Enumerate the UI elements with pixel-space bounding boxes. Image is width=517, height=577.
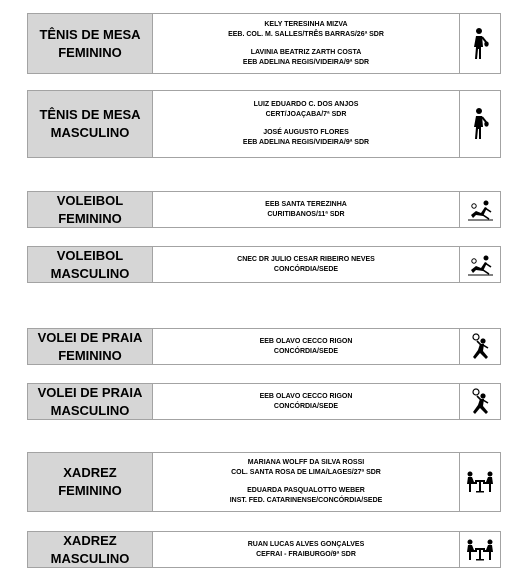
winner-name: EEB SANTA TEREZINHA (265, 200, 347, 208)
gender-label: FEMININO (58, 44, 122, 60)
winners-cell (153, 453, 460, 511)
sport-name: VOLEI DE PRAIA (37, 384, 143, 400)
winner-entry (243, 128, 369, 148)
result-row (27, 13, 501, 74)
winner-name: LUIZ EDUARDO C. DOS ANJOS (253, 101, 359, 108)
winners-cell (153, 192, 460, 227)
gender-label: MASCULINO (50, 402, 130, 418)
result-row (27, 191, 501, 228)
category-cell (28, 384, 153, 419)
winner-entry (228, 20, 384, 40)
gender-label: FEMININO (58, 483, 122, 498)
category-cell (28, 91, 153, 157)
sport-name: XADREZ (63, 532, 117, 548)
winner-detail: EEB ADELINA REGIS/VIDEIRA/9ª SDR (242, 139, 370, 146)
winner-name: EEB OLAVO CECCO RIGON (259, 392, 353, 400)
winners-cell (153, 532, 460, 567)
result-row (27, 246, 501, 283)
winner-detail: EEB. COL. M. SALLES/TRÊS BARRAS/26ª SDR (228, 30, 384, 38)
winner-detail: CONCÓRDIA/SEDE (273, 265, 339, 273)
winner-entry (260, 392, 353, 412)
category-cell (28, 453, 153, 511)
winner-entry (254, 100, 359, 120)
winner-detail: COL. SANTA ROSA DE LIMA/LAGES/27ª SDR (231, 469, 381, 476)
sport-name: VOLEIBOL (56, 192, 124, 208)
volleyball-icon (460, 247, 500, 282)
winner-entry (260, 337, 353, 357)
category-cell (28, 532, 153, 567)
winner-name: MARIANA WOLFF DA SILVA ROSSI (247, 459, 365, 466)
winner-name: LAVINIA BEATRIZ ZARTH COSTA (250, 48, 362, 56)
table-tennis-icon (460, 14, 500, 73)
beach-volleyball-icon (460, 384, 500, 419)
chess-players-icon (460, 532, 500, 567)
category-cell (28, 14, 153, 73)
winner-entry (237, 255, 375, 275)
sport-name: VOLEIBOL (56, 247, 124, 263)
winner-detail: CONCÓRDIA/SEDE (273, 347, 339, 355)
winners-cell (153, 384, 460, 419)
chess-players-icon (460, 453, 500, 511)
winner-entry (265, 200, 347, 220)
winners-cell (153, 329, 460, 364)
result-row (27, 90, 501, 158)
result-row (27, 383, 501, 420)
winner-detail: CURITIBANOS/11ª SDR (267, 210, 345, 218)
sport-name: TÊNIS DE MESA (39, 107, 141, 122)
category-cell (28, 247, 153, 282)
winner-entry (231, 458, 381, 478)
winner-entry (248, 540, 365, 560)
winners-cell (153, 14, 460, 73)
winner-name: RUAN LUCAS ALVES GONÇALVES (247, 540, 365, 548)
result-row (27, 328, 501, 365)
beach-volleyball-icon (460, 329, 500, 364)
category-cell (28, 192, 153, 227)
result-row (27, 531, 501, 568)
winner-detail: INST. FED. CATARINENSE/CONCÓRDIA/SEDE (229, 497, 383, 504)
category-cell (28, 329, 153, 364)
sport-name: VOLEI DE PRAIA (37, 329, 143, 345)
winner-detail: CERT/JOAÇABA/7ª SDR (265, 111, 347, 118)
gender-label: MASCULINO (50, 550, 130, 566)
volleyball-icon (460, 192, 500, 227)
winner-name: JOSÉ AUGUSTO FLORES (263, 129, 349, 136)
table-tennis-icon (460, 91, 500, 157)
sport-name: TÊNIS DE MESA (39, 26, 141, 42)
winners-cell (153, 247, 460, 282)
winner-name: CNEC DR JULIO CESAR RIBEIRO NEVES (237, 255, 375, 263)
winner-name: EEB OLAVO CECCO RIGON (259, 337, 353, 345)
winner-entry (230, 486, 383, 506)
result-row (27, 452, 501, 512)
gender-label: FEMININO (58, 210, 122, 226)
gender-label: MASCULINO (50, 265, 130, 281)
winner-name: EDUARDA PASQUALOTTO WEBER (247, 487, 365, 494)
winner-detail: CONCÓRDIA/SEDE (273, 402, 339, 410)
winner-detail: CEFRAI - FRAIBURGO/9ª SDR (256, 550, 356, 558)
gender-label: FEMININO (58, 347, 122, 363)
sport-name: XADREZ (63, 465, 117, 480)
winner-detail: EEB ADELINA REGIS/VIDEIRA/9ª SDR (242, 58, 370, 66)
winners-cell (153, 91, 460, 157)
winner-entry (243, 48, 369, 68)
winner-name: KELY TERESINHA MIZVA (264, 20, 348, 28)
gender-label: MASCULINO (50, 125, 130, 140)
